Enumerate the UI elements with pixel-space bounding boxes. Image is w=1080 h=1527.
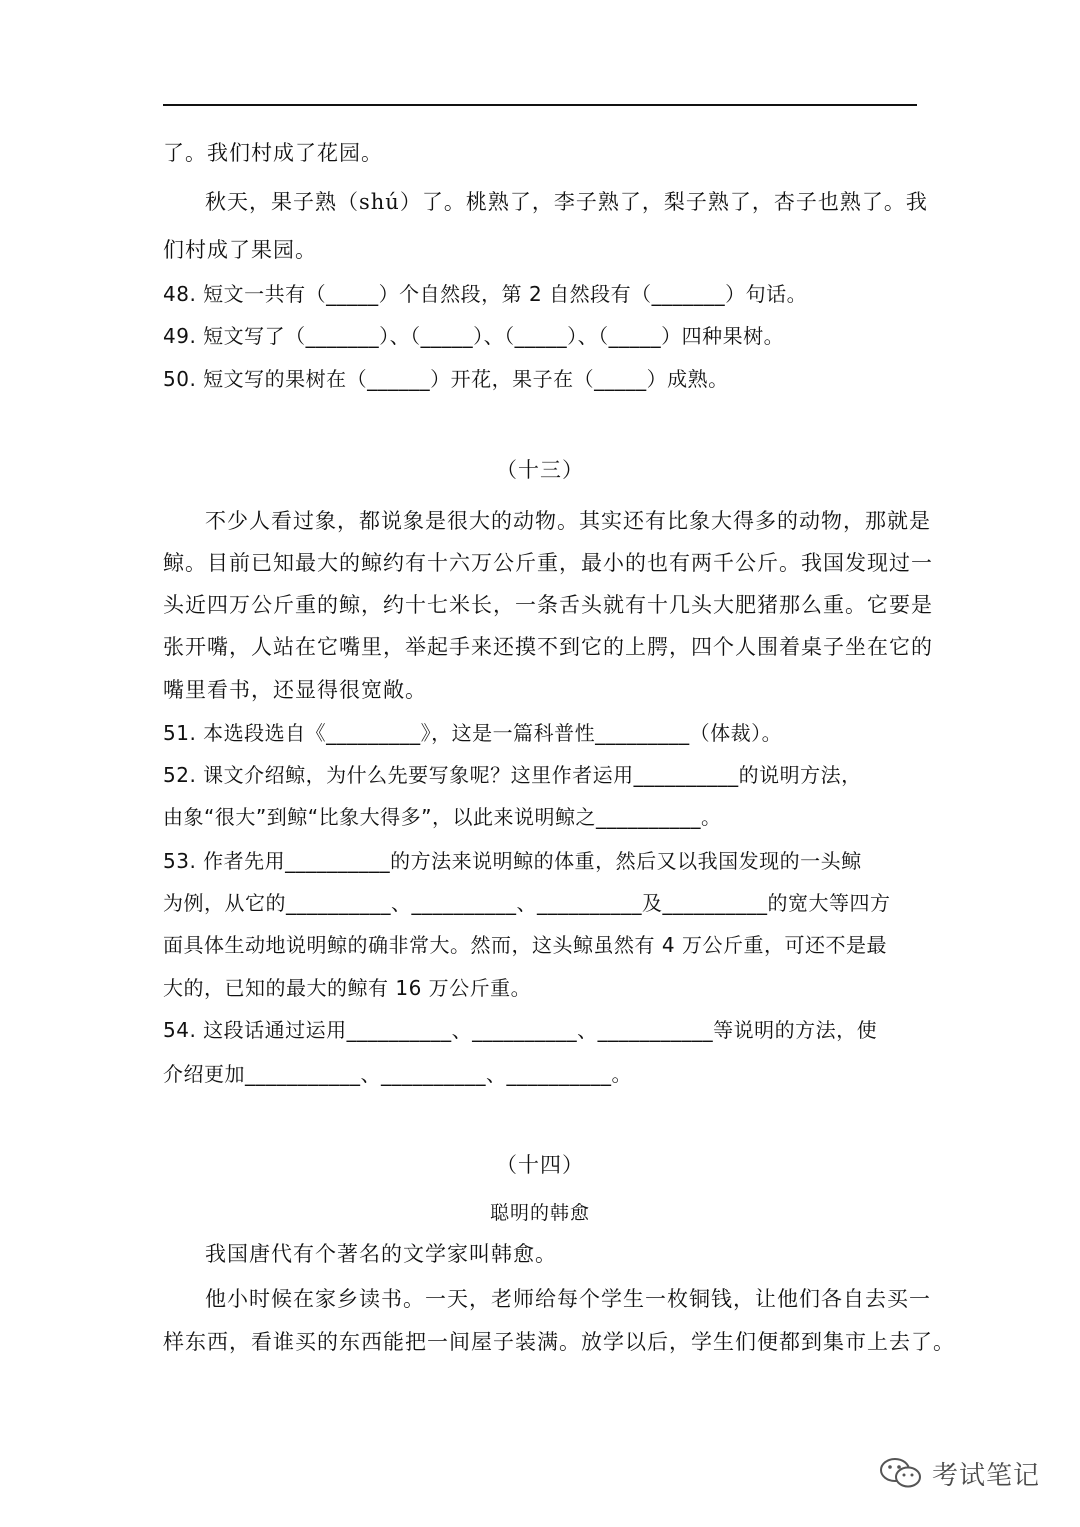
passage-line: 我国唐代有个著名的文学家叫韩愈。 (205, 1242, 557, 1266)
question-54-cont: 介绍更加___________、__________、__________。 (163, 1062, 632, 1086)
header-rule (163, 104, 917, 106)
section-heading-14: （十四） (496, 1153, 584, 1177)
wechat-icon (878, 1456, 924, 1490)
passage-line: 不少人看过象，都说象是很大的动物。其实还有比象大得多的动物，那就是 (205, 509, 931, 533)
passage-line: 他小时候在家乡读书。一天，老师给每个学生一枚铜钱，让他们各自去买一 (205, 1287, 931, 1311)
question-53-cont: 为例，从它的__________、__________、__________及__________的宽大等四方 (163, 891, 891, 915)
question-48: 48. 短文一共有（_____）个自然段，第 2 自然段有（_______）句话。 (163, 282, 808, 306)
passage-line: 鲸。目前已知最大的鲸约有十六万公斤重，最小的也有两千公斤。我国发现过一 (163, 551, 933, 575)
passage-line: 样东西，看谁买的东西能把一间屋子装满。放学以后，学生们便都到集市上去了。 (163, 1330, 955, 1354)
question-52-cont: 由象“很大”到鲸“比象大得多”，以此来说明鲸之__________。 (163, 805, 722, 829)
passage-line: 头近四万公斤重的鲸，约十七米长，一条舌头就有十几头大肥猪那么重。它要是 (163, 593, 933, 617)
question-49: 49. 短文写了（_______）、（_____）、（_____）、（_____）四种果树。 (163, 324, 785, 348)
question-50: 50. 短文写的果树在（______）开花，果子在（_____）成熟。 (163, 367, 729, 391)
question-51: 51. 本选段选自《_________》，这是一篇科普性_________（体裁）。 (163, 721, 783, 745)
question-54: 54. 这段话通过运用__________、__________、___________等说明的方法，使 (163, 1018, 878, 1042)
passage-line: 了。我们村成了花园。 (163, 141, 383, 165)
passage-line: 们村成了果园。 (163, 238, 317, 262)
passage-line: 嘴里看书，还显得很宽敞。 (163, 678, 427, 702)
question-53: 53. 作者先用__________的方法来说明鲸的体重，然后又以我国发现的一头鲸 (163, 849, 862, 873)
watermark-text: 考试笔记 (932, 1460, 1041, 1491)
passage-line: 秋天，果子熟（shú）了。桃熟了，李子熟了，梨子熟了，杏子也熟了。我 (205, 190, 928, 214)
section-heading-13: （十三） (496, 458, 584, 482)
question-53-cont: 面具体生动地说明鲸的确非常大。然而，这头鲸虽然有 4 万公斤重，可还不是最 (163, 933, 887, 957)
passage-line: 张开嘴，人站在它嘴里，举起手来还摸不到它的上腭，四个人围着桌子坐在它的 (163, 635, 933, 659)
question-53-cont: 大的，已知的最大的鲸有 16 万公斤重。 (163, 976, 532, 1000)
watermark (878, 1453, 1040, 1493)
story-title: 聪明的韩愈 (489, 1202, 590, 1224)
question-52: 52. 课文介绍鲸，为什么先要写象呢？这里作者运用__________的说明方法， (163, 763, 862, 787)
